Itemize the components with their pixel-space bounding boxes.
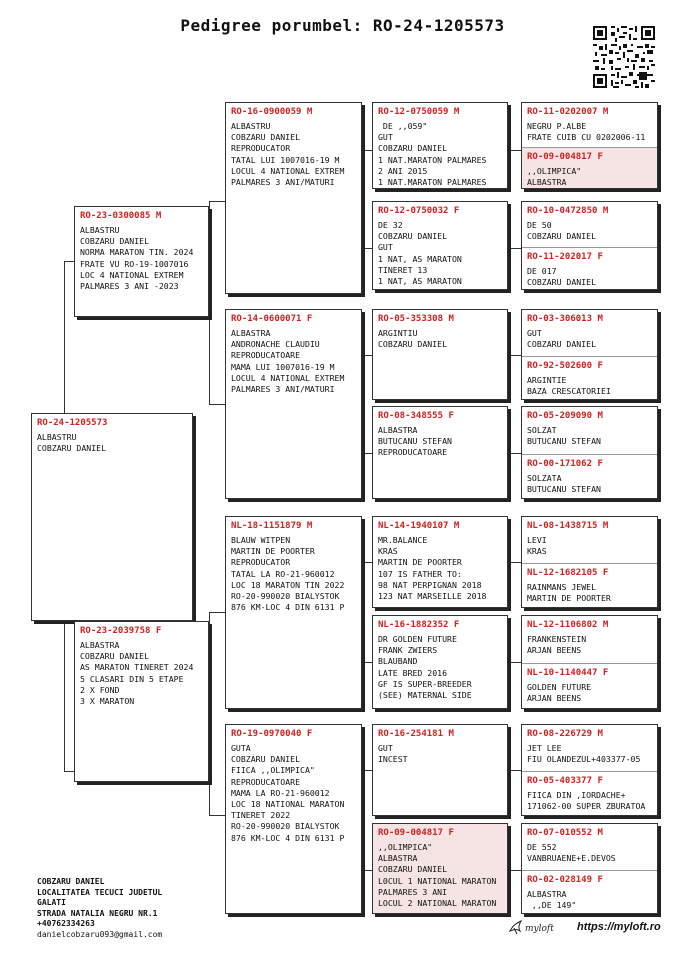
gen4-ring: NL-08-1438715 M	[527, 521, 609, 531]
gen4-cell[interactable]	[522, 616, 657, 663]
gen4-cell[interactable]	[522, 356, 657, 399]
sire-ring: RO-23-0300085 M	[80, 211, 162, 221]
gen4-info: FIICA DIN ,IORDACHE+ 171062-00 SUPER ZBURATOA	[527, 790, 646, 812]
grandparent-info: GUTA COBZARU DANIEL FIICA ,,OLIMPICA" REPRODUCATOARE MAMA LA RO-21-960012 LOC 18 NATIONAL MARATON TINERET 2022 RO-20-990020 BIALYSTOK 876 KM-LOC 4 DIN 6131 P	[231, 743, 345, 843]
owner-street: STRADA NATALIA NEGRU NR.1	[37, 908, 158, 918]
owner-phone: +40762334263	[37, 919, 95, 928]
gen4-ring: RO-00-171062 F	[527, 459, 603, 469]
gen4-info: DE 552 VANBRUAENE+E.DEVOS	[527, 842, 616, 864]
grandparent-ring: NL-18-1151879 M	[231, 521, 313, 531]
gen4-ring: RO-92-502600 F	[527, 361, 603, 371]
great-grandparent-card[interactable]	[372, 724, 508, 816]
gen4-ring: RO-08-226729 M	[527, 729, 603, 739]
grandparent-card[interactable]	[225, 102, 362, 294]
logo-wordmark: myloft	[525, 924, 554, 934]
subject-card[interactable]	[31, 413, 193, 621]
page-title: Pedigree porumbel: RO-24-1205573	[180, 16, 505, 35]
gen4-info: ,,OLIMPICA" ALBASTRA	[527, 166, 582, 188]
gen4-info: LEVI KRAS	[527, 535, 547, 557]
gen4-cell[interactable]	[522, 103, 657, 147]
gen4-ring: NL-12-1682105 F	[527, 568, 609, 578]
ggp-ring: RO-08-348555 F	[378, 411, 454, 421]
ggp-info: ALBASTRA BUTUCANU STEFAN REPRODUCATOARE	[378, 425, 452, 458]
gen4-info: NEGRU P.ALBE FRATE CUIB CU 0202006-11	[527, 121, 646, 143]
great-grandparent-card[interactable]	[372, 102, 508, 189]
ggp-info: ,,OLIMPICA" ALBASTRA COBZARU DANIEL L0CUL 1 NATIONAL MARATON PALMARES 3 ANI LOCUL 2 NATIONAL MARATON	[378, 842, 497, 909]
gen4-ring: RO-11-0202007 M	[527, 107, 609, 117]
gen4-cell[interactable]	[522, 247, 657, 289]
gen4-cell[interactable]	[522, 454, 657, 498]
gen4-ring: NL-10-1140447 F	[527, 668, 609, 678]
gen4-pair-card[interactable]	[521, 102, 658, 189]
ggp-ring: RO-09-004817 F	[378, 828, 454, 838]
gen4-info: GOLDEN FUTURE ARJAN BEENS	[527, 682, 592, 704]
gen4-pair-card[interactable]	[521, 309, 658, 400]
gen4-pair-card[interactable]	[521, 406, 658, 499]
ggp-ring: RO-16-254181 M	[378, 729, 454, 739]
great-grandparent-card[interactable]	[372, 201, 508, 290]
gen4-cell[interactable]	[522, 563, 657, 607]
gen4-ring: RO-07-010552 M	[527, 828, 603, 838]
dam-card[interactable]	[74, 621, 209, 782]
grandparent-ring: RO-16-0900059 M	[231, 107, 313, 117]
ggp-info: MR.BALANCE KRAS MARTIN DE POORTER 107 IS FATHER TO: 98 NAT PERPIGNAN 2018 123 NAT MARSEILLE 2018	[378, 535, 487, 602]
gen4-pair-card[interactable]	[521, 201, 658, 290]
great-grandparent-card-highlighted[interactable]	[372, 823, 508, 914]
great-grandparent-card[interactable]	[372, 615, 508, 709]
great-grandparent-card[interactable]	[372, 406, 508, 499]
gen4-pair-card[interactable]	[521, 516, 658, 608]
gen4-cell[interactable]	[522, 310, 657, 356]
ggp-ring: RO-05-353308 M	[378, 314, 454, 324]
ggp-info: DE 32 COBZARU DANIEL GUT 1 NAT, AS MARATON TINERET 13 1 NAT, AS MARATON	[378, 220, 462, 287]
gen4-info: JET LEE FIU OLANDEZUL+403377-05	[527, 743, 641, 765]
gen4-cell[interactable]	[522, 202, 657, 247]
gen4-cell[interactable]	[522, 824, 657, 870]
website-link[interactable]: https://myloft.ro	[577, 921, 661, 933]
gen4-info: SOLZAT BUTUCANU STEFAN	[527, 425, 601, 447]
gen4-cell[interactable]	[522, 771, 657, 815]
dam-info: ALBASTRA COBZARU DANIEL AS MARATON TINERET 2024 5 CLASARI DIN 5 ETAPE 2 X FOND 3 X MARATON	[80, 640, 194, 707]
gen4-ring: RO-02-028149 F	[527, 875, 603, 885]
ggp-ring: RO-12-0750032 F	[378, 206, 460, 216]
gen4-ring: RO-10-0472850 M	[527, 206, 609, 216]
gen4-cell[interactable]	[522, 517, 657, 563]
owner-email[interactable]: danielcobzaru093@gmail.com	[37, 929, 163, 939]
subject-info: ALBASTRU COBZARU DANIEL	[37, 432, 107, 454]
gen4-ring: RO-03-306013 M	[527, 314, 603, 324]
grandparent-card[interactable]	[225, 309, 362, 499]
gen4-cell[interactable]	[522, 407, 657, 454]
grandparent-info: BLAUW WITPEN MARTIN DE POORTER REPRODUCATOR TATAL LA RO-21-960012 LOC 18 MARATON TIN 2022 RO-20-990020 BIALYSTOK 876 KM-LOC 4 DIN 6131 P	[231, 535, 345, 613]
gen4-info: ARGINTIE BAZA CRESCATORIEI	[527, 375, 611, 397]
owner-contact	[37, 877, 162, 940]
gen4-info: GUT COBZARU DANIEL	[527, 328, 597, 350]
grandparent-info: ALBASTRU COBZARU DANIEL REPRODUCATOR TATAL LUI 1007016-19 M LOCUL 4 NATIONAL EXTREM PALMARES 3 ANI/MATURI	[231, 121, 345, 188]
gen4-info: DE 017 COBZARU DANIEL	[527, 266, 597, 288]
grandparent-ring: RO-14-0600071 F	[231, 314, 313, 324]
grandparent-card[interactable]	[225, 724, 362, 914]
gen4-ring: RO-11-202017 F	[527, 252, 603, 262]
gen4-pair-card[interactable]	[521, 823, 658, 914]
ggp-info: DE ,,059" GUT COBZARU DANIEL 1 NAT.MARATON PALMARES 2 ANI 2015 1 NAT.MARATON PALMARES	[378, 121, 487, 187]
gen4-info: ALBASTRA ,,DE 149"	[527, 889, 577, 911]
gen4-ring: RO-05-403377 F	[527, 776, 603, 786]
ggp-info: GUT INCEST	[378, 743, 408, 765]
gen4-cell[interactable]	[522, 663, 657, 708]
great-grandparent-card[interactable]	[372, 516, 508, 608]
owner-address-line: GALATI	[37, 898, 66, 907]
ggp-ring: RO-12-0750059 M	[378, 107, 460, 117]
gen4-pair-card[interactable]	[521, 724, 658, 816]
gen4-cell[interactable]	[522, 725, 657, 771]
gen4-cell[interactable]	[522, 870, 657, 913]
great-grandparent-card[interactable]	[372, 309, 508, 400]
grandparent-info: ALBASTRA ANDRONACHE CLAUDIU REPRODUCATOARE MAMA LUI 1007016-19 M LOCUL 4 NATIONAL EXTREM PALMARES 3 ANI/MATURI	[231, 328, 345, 395]
sire-info: ALBASTRU COBZARU DANIEL NORMA MARATON TIN. 2024 FRATE VU RO-19-1007016 LOC 4 NATIONAL EXTREM PALMARES 3 ANI -2023	[80, 225, 194, 292]
ggp-info: DR GOLDEN FUTURE FRANK ZWIERS BLAUBAND LATE BRED 2016 GF IS SUPER-BREEDER (SEE) MATERNAL SIDE	[378, 634, 472, 701]
dam-ring: RO-23-2039758 F	[80, 626, 162, 636]
ggp-info: ARGINTIU COBZARU DANIEL	[378, 328, 448, 350]
ggp-ring: NL-14-1940107 M	[378, 521, 460, 531]
grandparent-card[interactable]	[225, 516, 362, 709]
subject-ring: RO-24-1205573	[37, 418, 108, 428]
gen4-ring: NL-12-1106802 M	[527, 620, 609, 630]
gen4-info: FRANKENSTEIN ARJAN BEENS	[527, 634, 587, 656]
gen4-ring: RO-05-209090 M	[527, 411, 603, 421]
sire-card[interactable]	[74, 206, 209, 317]
owner-address-line: LOCALITATEA TECUCI JUDETUL	[37, 887, 163, 897]
myloft-logo-icon	[507, 917, 569, 937]
ggp-ring: NL-16-1882352 F	[378, 620, 460, 630]
owner-name: COBZARU DANIEL	[37, 877, 105, 886]
gen4-info: DE 50 COBZARU DANIEL	[527, 220, 597, 242]
gen4-pair-card[interactable]	[521, 615, 658, 709]
qr-code-icon	[591, 24, 657, 90]
gen4-cell-highlighted[interactable]	[522, 147, 657, 188]
grandparent-ring: RO-19-0970040 F	[231, 729, 313, 739]
gen4-info: RAINMANS JEWEL MARTIN DE POORTER	[527, 582, 611, 604]
gen4-ring: RO-09-004817 F	[527, 152, 603, 162]
gen4-info: SOLZATA BUTUCANU STEFAN	[527, 473, 601, 495]
